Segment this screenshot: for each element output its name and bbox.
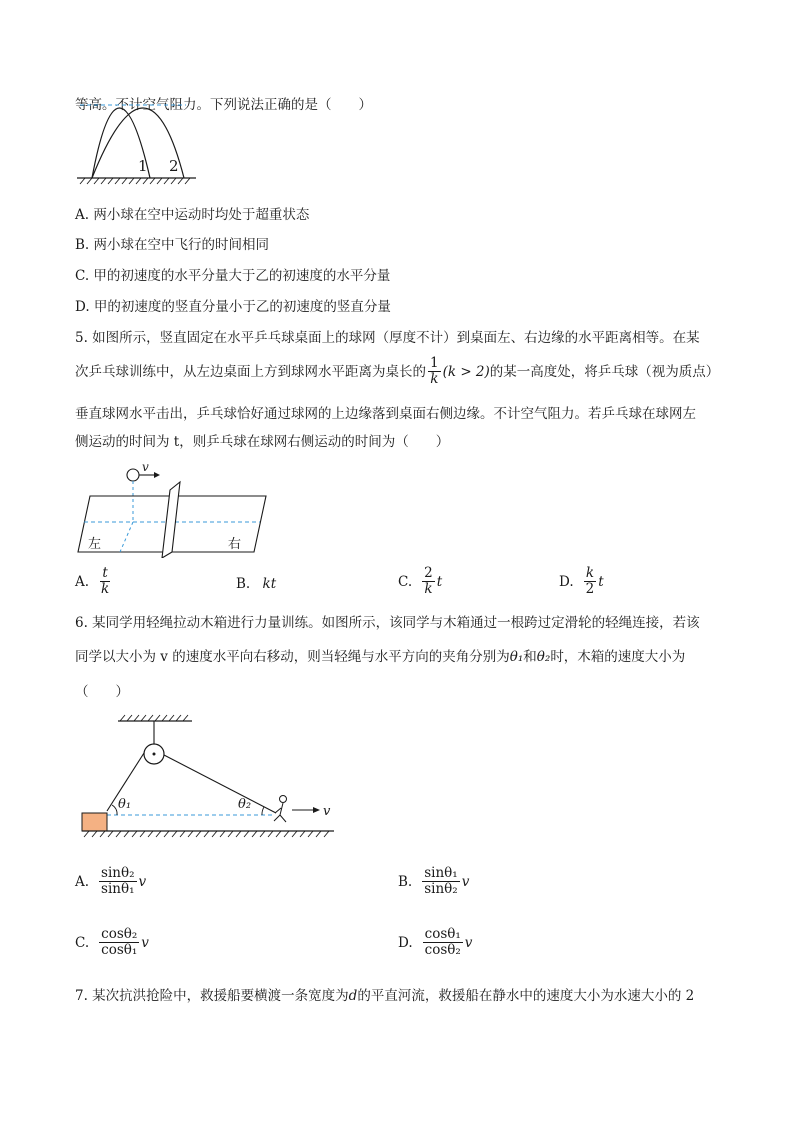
- q6-ground-hatching: [84, 831, 329, 837]
- q7-width-d: d: [348, 988, 358, 1004]
- q6-line-2-after: 时，木箱的速度大小为: [550, 649, 686, 665]
- q5-option-a-letter: A.: [75, 573, 90, 590]
- q6-wooden-box: [82, 813, 107, 831]
- q6-option-b-num: sinθ₁: [424, 865, 458, 881]
- q6-option-d[interactable]: [398, 927, 472, 958]
- q6-theta1-label: θ₁: [118, 797, 132, 812]
- q6-option-c-fraction: [99, 927, 139, 958]
- q5-option-d-num: k: [585, 565, 595, 581]
- q6-line-2-before: 同学以大小为 v 的速度水平向右移动，则当轻绳与水平方向的夹角分别为: [75, 649, 510, 665]
- q6-line-3: （ ）: [75, 684, 129, 700]
- q5-option-b-text: kt: [262, 576, 277, 592]
- q7-line-1: [75, 987, 694, 1005]
- q5-velocity-label: v: [142, 460, 149, 474]
- q6-theta2-label: θ₂: [238, 797, 252, 812]
- q5-velocity-arrowhead: [154, 472, 160, 478]
- q5-line-2-before: 次乒乓球训练中，从左边桌面上方到球网水平距离为桌长的: [75, 363, 426, 380]
- q4-option-a[interactable]: A. 两小球在空中运动时均处于超重状态: [75, 207, 310, 223]
- q5-landing-dashed: [120, 522, 133, 552]
- q6-option-d-letter: D.: [398, 934, 413, 951]
- q5-line-2: [75, 356, 719, 387]
- q4-option-b[interactable]: B. 两小球在空中飞行的时间相同: [75, 237, 270, 253]
- q6-option-d-fraction: [423, 927, 463, 958]
- q5-option-a-num: t: [102, 565, 108, 581]
- q4-intro-line: 等高。不计空气阻力。下列说法正确的是（ ）: [75, 97, 372, 113]
- q6-option-a-letter: A.: [75, 873, 90, 890]
- q5-line-4: 侧运动的时间为 t，则乒乓球在球网右侧运动的时间为（ ）: [75, 434, 450, 450]
- q6-theta1-arc: [112, 805, 117, 815]
- q5-option-d[interactable]: [559, 566, 604, 597]
- q6-option-d-den: cosθ₂: [424, 942, 461, 958]
- q5-option-d-fraction: [584, 566, 597, 597]
- q6-rope-right: [164, 755, 276, 813]
- q5-option-b[interactable]: [236, 575, 276, 593]
- q6-option-c-num: cosθ₂: [101, 926, 138, 942]
- q5-net: [162, 482, 180, 558]
- q5-table-tennis-figure: [76, 460, 276, 558]
- q6-and: 和: [523, 649, 537, 665]
- q4-option-c[interactable]: C. 甲的初速度的水平分量大于乙的初速度的水平分量: [75, 268, 391, 284]
- q6-option-a[interactable]: [75, 866, 146, 897]
- q5-option-a-den: k: [101, 581, 110, 597]
- q5-line-1: 5. 如图所示，竖直固定在水平乒乓球桌面上的球网（厚度不计）到桌面左、右边缘的水平距离相等。在某: [75, 330, 700, 346]
- q6-option-b-letter: B.: [398, 873, 413, 890]
- q4-trajectory-figure: [72, 98, 202, 188]
- q6-option-d-num: cosθ₁: [424, 926, 461, 942]
- q6-option-c-den: cosθ₁: [101, 942, 138, 958]
- q6-option-b-suffix: v: [461, 873, 470, 890]
- q6-option-b[interactable]: [398, 866, 469, 897]
- q5-line-3: 垂直球网水平击出，乒乓球恰好通过球网的上边缘落到桌面右侧边缘。不计空气阻力。若乒乓球在球网左: [75, 406, 696, 422]
- q6-velocity-label: v: [323, 804, 331, 819]
- q6-theta-1: θ₁: [509, 649, 524, 665]
- q5-option-a-fraction: [99, 566, 111, 597]
- q5-option-a[interactable]: [75, 566, 113, 597]
- q7-line-1-before: 7. 某次抗洪抢险中，救援船要横渡一条宽度为: [75, 988, 349, 1004]
- q5-right-label: 右: [228, 537, 242, 552]
- q5-left-label: 左: [88, 537, 102, 552]
- q5-frac-den: k: [430, 371, 439, 387]
- q5-line-2-after: 的某一高度处，将乒乓球（视为质点）: [489, 363, 720, 380]
- q6-option-a-suffix: v: [138, 873, 147, 890]
- q6-option-c-letter: C.: [75, 934, 90, 951]
- q5-ball: [127, 469, 139, 481]
- q5-option-c-suffix: t: [436, 573, 443, 590]
- q6-pulley-axle: [153, 753, 156, 756]
- q5-option-c[interactable]: [398, 566, 442, 597]
- q5-option-d-letter: D.: [559, 573, 574, 590]
- q6-option-c-suffix: v: [141, 934, 149, 951]
- q6-person-head: [280, 796, 287, 803]
- q4-curve-1-label: 1: [138, 157, 148, 175]
- q6-option-d-suffix: v: [464, 934, 473, 951]
- q5-option-d-den: 2: [585, 581, 595, 597]
- q6-ceiling-hatching: [120, 715, 188, 721]
- q6-person-velocity-arrowhead: [313, 807, 320, 813]
- q5-frac-num: 1: [430, 355, 439, 371]
- q6-option-c[interactable]: [75, 927, 149, 958]
- q6-option-a-fraction: [99, 866, 136, 897]
- q4-curve-2-label: 2: [169, 157, 179, 175]
- q4-ground-hatching: [80, 178, 190, 184]
- q5-option-d-suffix: t: [598, 573, 604, 590]
- q6-line-1: 6. 某同学用轻绳拉动木箱进行力量训练。如图所示，该同学与木箱通过一根跨过定滑轮的轻绳连接，若该: [75, 615, 700, 631]
- q7-line-1-after: 的平直河流，救援船在静水中的速度大小为水速大小的 2: [357, 988, 695, 1004]
- q6-line-2: [75, 648, 685, 666]
- q5-fraction-1-over-k: [428, 356, 441, 387]
- q4-option-d[interactable]: D. 甲的初速度的竖直分量小于乙的初速度的竖直分量: [75, 299, 391, 315]
- q5-option-c-fraction: [422, 566, 435, 597]
- q5-option-b-letter: B.: [236, 576, 251, 592]
- q6-theta-2: θ₂: [536, 649, 551, 665]
- q6-option-b-den: sinθ₂: [424, 881, 458, 897]
- q5-option-c-num: 2: [424, 565, 433, 581]
- q6-pulley-figure: [76, 712, 338, 842]
- q6-option-a-num: sinθ₂: [101, 865, 135, 881]
- q5-condition: (k > 2): [442, 363, 490, 380]
- q5-option-c-den: k: [424, 581, 433, 597]
- q6-option-b-fraction: [422, 866, 459, 897]
- q6-person-body: [274, 803, 286, 822]
- q6-theta2-arc: [262, 807, 264, 815]
- q5-option-c-letter: C.: [398, 573, 413, 590]
- q6-option-a-den: sinθ₁: [101, 881, 135, 897]
